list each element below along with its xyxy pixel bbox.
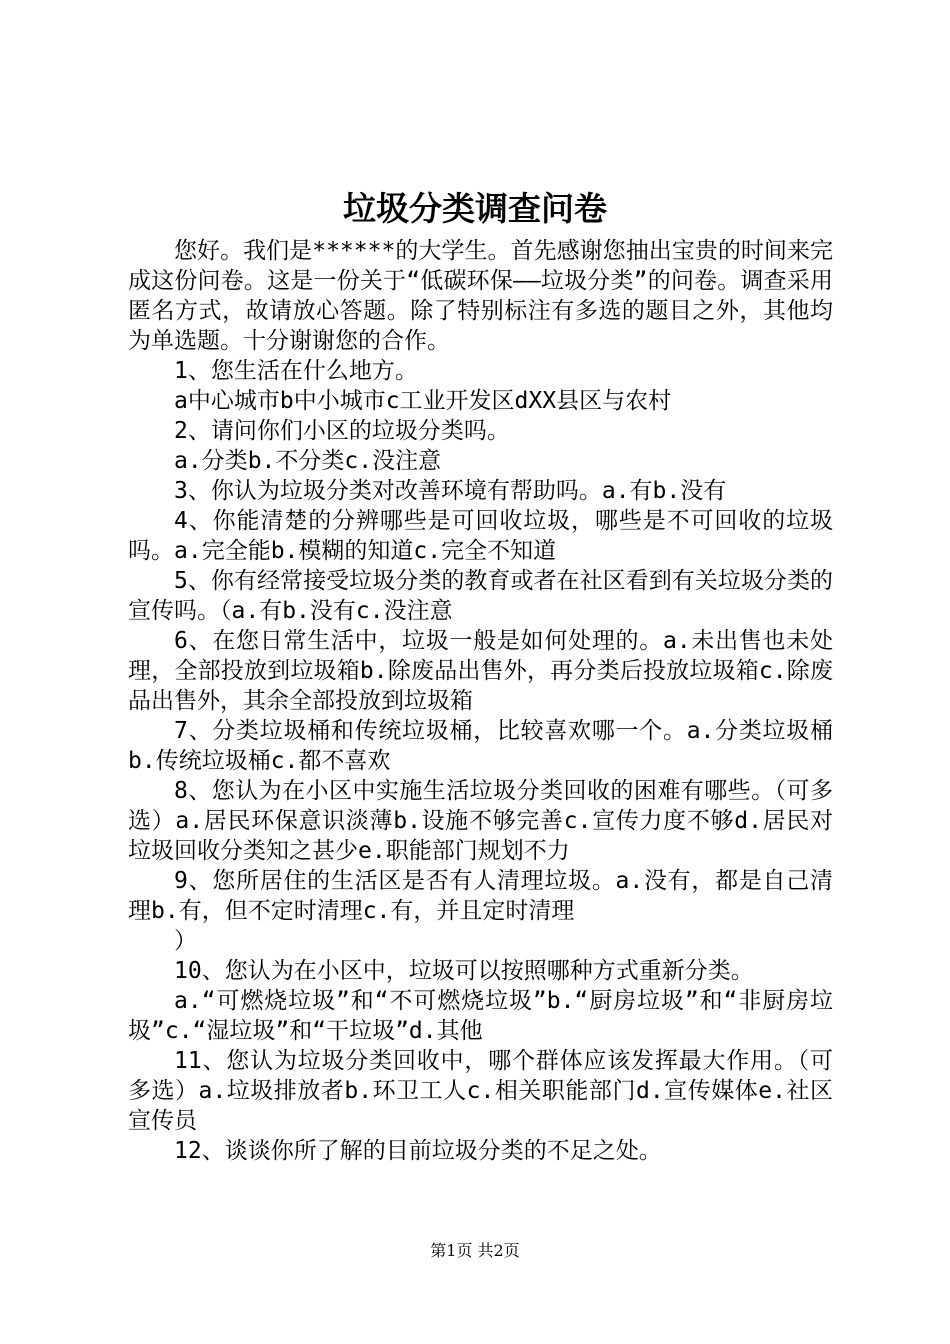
question-6: 6、在您日常生活中，垃圾一般是如何处理的。a.未出售也未处理，全部投放到垃圾箱b.除废品出售外，再分类后投放垃圾箱c.除废品出售外，其余全部投放到垃圾箱 bbox=[128, 628, 833, 714]
question-1-options: a中心城市b中小城市c工业开发区dXX县区与农村 bbox=[174, 388, 672, 414]
question-8: 8、您认为在小区中实施生活垃圾分类回收的困难有哪些。（可多选）a.居民环保意识淡薄b.设施不够完善c.宣传力度不够d.居民对垃圾回收分类知之甚少e.职能部门规划不力 bbox=[128, 778, 833, 864]
intro-paragraph: 您好。我们是******的大学生。首先感谢您抽出宝贵的时间来完成这份问卷。这是一份关于“低碳环保——垃圾分类”的问卷。调查采用匿名方式，故请放心答题。除了特别标注有多选的题目之外，其他均为单选题。十分谢谢您的合作。 bbox=[128, 238, 833, 354]
question-9: 9、您所居住的生活区是否有人清理垃圾。a.没有，都是自己清理b.有，但不定时清理c.有，并且定时清理 bbox=[128, 868, 833, 924]
question-4: 4、你能清楚的分辨哪些是可回收垃圾，哪些是不可回收的垃圾吗。a.完全能b.模糊的知道c.完全不知道 bbox=[128, 508, 833, 564]
question-2-options: a.分类b.不分类c.没注意 bbox=[174, 448, 442, 474]
question-12: 12、谈谈你所了解的目前垃圾分类的不足之处。 bbox=[174, 1138, 662, 1164]
closing-bracket: ） bbox=[174, 928, 197, 954]
document-body bbox=[128, 236, 833, 1166]
question-7: 7、分类垃圾桶和传统垃圾桶，比较喜欢哪一个。a.分类垃圾桶b.传统垃圾桶c.都不喜欢 bbox=[128, 718, 833, 774]
page-title: 垃圾分类调查问卷 bbox=[343, 189, 607, 228]
question-11: 11、您认为垃圾分类回收中，哪个群体应该发挥最大作用。（可多选）a.垃圾排放者b.环卫工人c.相关职能部门d.宣传媒体e.社区宣传员 bbox=[128, 1048, 833, 1134]
page-footer bbox=[0, 1239, 950, 1263]
question-2: 2、请问你们小区的垃圾分类吗。 bbox=[174, 418, 510, 444]
page-total: 共2页 bbox=[477, 1241, 520, 1260]
page-number: 第1页 bbox=[430, 1241, 473, 1260]
question-10: 10、您认为在小区中，垃圾可以按照哪种方式重新分类。 bbox=[174, 958, 754, 984]
question-3: 3、你认为垃圾分类对改善环境有帮助吗。a.有b.没有 bbox=[174, 478, 727, 504]
question-10-options: a.“可燃烧垃圾”和“不可燃烧垃圾”b.“厨房垃圾”和“非厨房垃圾”c.“湿垃圾”和“干垃圾”d.其他 bbox=[128, 988, 833, 1044]
question-5: 5、你有经常接受垃圾分类的教育或者在社区看到有关垃圾分类的宣传吗。（a.有b.没有c.没注意 bbox=[128, 568, 833, 624]
question-1: 1、您生活在什么地方。 bbox=[174, 358, 418, 384]
